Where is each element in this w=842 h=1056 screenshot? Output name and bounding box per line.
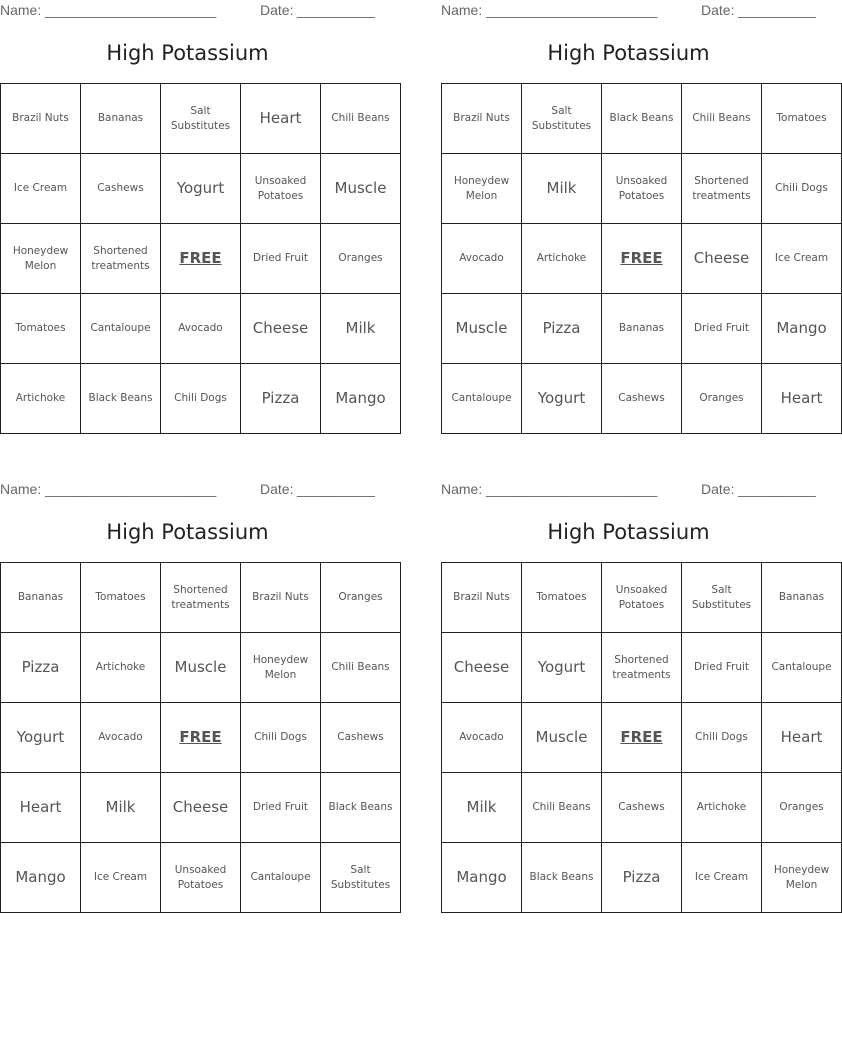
bingo-cell: Cashews: [321, 703, 401, 773]
bingo-cell: Pizza: [241, 364, 321, 434]
name-label: Name:: [441, 481, 483, 497]
bingo-cell: Oranges: [682, 364, 762, 434]
bingo-cell: Cashews: [602, 773, 682, 843]
bingo-cell: Honeydew Melon: [442, 154, 522, 224]
name-line: ______________________: [45, 481, 217, 497]
grid-row: [442, 224, 842, 294]
bingo-cell: Pizza: [602, 843, 682, 913]
bingo-cell: Muscle: [161, 633, 241, 703]
bingo-cell: Brazil Nuts: [442, 84, 522, 154]
bingo-cell: Shortened treatments: [81, 224, 161, 294]
bingo-cell: Bananas: [1, 563, 81, 633]
bingo-cell: Yogurt: [522, 364, 602, 434]
name-label: Name:: [0, 2, 42, 18]
card-title: High Potassium: [547, 41, 710, 65]
header-row: [441, 481, 816, 499]
bingo-cell: Heart: [762, 703, 842, 773]
bingo-cell: Honeydew Melon: [241, 633, 321, 703]
bingo-cell: Pizza: [522, 294, 602, 364]
bingo-cell: Honeydew Melon: [1, 224, 81, 294]
bingo-cell: Honeydew Melon: [762, 843, 842, 913]
bingo-cell: Bananas: [81, 84, 161, 154]
bingo-cell: Avocado: [81, 703, 161, 773]
bingo-cell: Avocado: [442, 224, 522, 294]
bingo-cell: Artichoke: [81, 633, 161, 703]
name-line: ______________________: [486, 2, 658, 18]
bingo-cell: Milk: [522, 154, 602, 224]
date-label: Date:: [701, 2, 735, 18]
grid-row: [1, 773, 401, 843]
bingo-cell: Artichoke: [682, 773, 762, 843]
grid-row: [442, 364, 842, 434]
date-label: Date:: [260, 2, 294, 18]
bingo-grid: [0, 562, 401, 913]
bingo-cell: Brazil Nuts: [1, 84, 81, 154]
bingo-card-3: [0, 479, 393, 914]
grid-row: [1, 703, 401, 773]
bingo-cell: Milk: [442, 773, 522, 843]
bingo-cell: Cantaloupe: [81, 294, 161, 364]
header-row: [441, 2, 816, 20]
card-title: High Potassium: [106, 41, 269, 65]
bingo-cell: Artichoke: [1, 364, 81, 434]
bingo-cell: Salt Substitutes: [321, 843, 401, 913]
bingo-cell: Cantaloupe: [442, 364, 522, 434]
card-title: High Potassium: [106, 520, 269, 544]
grid-row: [1, 563, 401, 633]
date-line: __________: [738, 2, 816, 18]
bingo-cell: Mango: [321, 364, 401, 434]
grid-row: [1, 843, 401, 913]
bingo-cell: Salt Substitutes: [522, 84, 602, 154]
bingo-cell: Ice Cream: [1, 154, 81, 224]
bingo-cell: Muscle: [522, 703, 602, 773]
header-row: [0, 2, 375, 20]
bingo-cell: Tomatoes: [81, 563, 161, 633]
bingo-cell: Mango: [762, 294, 842, 364]
card-title: High Potassium: [547, 520, 710, 544]
bingo-cell: Mango: [442, 843, 522, 913]
bingo-cell: Cashews: [81, 154, 161, 224]
bingo-cell: Black Beans: [81, 364, 161, 434]
grid-row: [442, 154, 842, 224]
bingo-cell: Pizza: [1, 633, 81, 703]
grid-row: [1, 364, 401, 434]
bingo-cell: Ice Cream: [682, 843, 762, 913]
bingo-cell: Bananas: [602, 294, 682, 364]
bingo-cell: Avocado: [442, 703, 522, 773]
bingo-cell: Heart: [1, 773, 81, 843]
bingo-cell: Cantaloupe: [762, 633, 842, 703]
bingo-cell: Chili Dogs: [682, 703, 762, 773]
bingo-cell: Unsoaked Potatoes: [161, 843, 241, 913]
bingo-cell: Unsoaked Potatoes: [602, 154, 682, 224]
bingo-cell: Unsoaked Potatoes: [602, 563, 682, 633]
name-label: Name:: [441, 2, 483, 18]
bingo-cell: Bananas: [762, 563, 842, 633]
bingo-cell: Muscle: [321, 154, 401, 224]
free-space: FREE: [161, 703, 241, 773]
bingo-cell: Artichoke: [522, 224, 602, 294]
grid-row: [442, 703, 842, 773]
bingo-cell: Heart: [762, 364, 842, 434]
name-line: ______________________: [486, 481, 658, 497]
bingo-grid: [441, 562, 842, 913]
bingo-cell: Salt Substitutes: [161, 84, 241, 154]
bingo-cell: Black Beans: [522, 843, 602, 913]
bingo-cell: Chili Dogs: [241, 703, 321, 773]
bingo-cell: Chili Beans: [682, 84, 762, 154]
bingo-cell: Cheese: [161, 773, 241, 843]
bingo-cell: Cheese: [241, 294, 321, 364]
grid-row: [442, 84, 842, 154]
bingo-cell: Chili Dogs: [161, 364, 241, 434]
bingo-cell: Brazil Nuts: [241, 563, 321, 633]
grid-row: [1, 633, 401, 703]
bingo-cell: Dried Fruit: [241, 224, 321, 294]
bingo-cell: Milk: [81, 773, 161, 843]
bingo-cell: Tomatoes: [1, 294, 81, 364]
grid-row: [442, 773, 842, 843]
bingo-cell: Oranges: [321, 224, 401, 294]
date-line: __________: [297, 481, 375, 497]
bingo-grid: [0, 83, 401, 434]
bingo-cell: Cheese: [682, 224, 762, 294]
bingo-cell: Chili Beans: [321, 633, 401, 703]
bingo-cell: Shortened treatments: [602, 633, 682, 703]
bingo-cell: Brazil Nuts: [442, 563, 522, 633]
grid-row: [442, 843, 842, 913]
bingo-card-4: [441, 479, 832, 914]
grid-row: [1, 294, 401, 364]
grid-row: [442, 633, 842, 703]
free-space: FREE: [602, 703, 682, 773]
free-space: FREE: [602, 224, 682, 294]
bingo-cell: Yogurt: [1, 703, 81, 773]
bingo-cell: Milk: [321, 294, 401, 364]
bingo-cell: Shortened treatments: [682, 154, 762, 224]
bingo-grid: [441, 83, 842, 434]
bingo-cell: Unsoaked Potatoes: [241, 154, 321, 224]
bingo-cell: Oranges: [762, 773, 842, 843]
bingo-card-1: [0, 0, 390, 435]
bingo-cell: Oranges: [321, 563, 401, 633]
bingo-cell: Ice Cream: [81, 843, 161, 913]
grid-row: [1, 224, 401, 294]
bingo-cell: Dried Fruit: [682, 294, 762, 364]
name-line: ______________________: [45, 2, 217, 18]
bingo-cell: Tomatoes: [762, 84, 842, 154]
bingo-cell: Ice Cream: [762, 224, 842, 294]
bingo-cell: Chili Beans: [522, 773, 602, 843]
bingo-cell: Heart: [241, 84, 321, 154]
bingo-cell: Avocado: [161, 294, 241, 364]
date-line: __________: [297, 2, 375, 18]
grid-row: [442, 294, 842, 364]
date-line: __________: [738, 481, 816, 497]
bingo-cell: Tomatoes: [522, 563, 602, 633]
bingo-cell: Cheese: [442, 633, 522, 703]
bingo-cell: Muscle: [442, 294, 522, 364]
bingo-cell: Chili Beans: [321, 84, 401, 154]
free-space: FREE: [161, 224, 241, 294]
date-label: Date:: [701, 481, 735, 497]
bingo-cell: Shortened treatments: [161, 563, 241, 633]
bingo-cell: Cantaloupe: [241, 843, 321, 913]
bingo-cell: Dried Fruit: [241, 773, 321, 843]
bingo-cell: Dried Fruit: [682, 633, 762, 703]
bingo-cell: Black Beans: [602, 84, 682, 154]
grid-row: [1, 154, 401, 224]
bingo-cell: Black Beans: [321, 773, 401, 843]
name-label: Name:: [0, 481, 42, 497]
bingo-cell: Chili Dogs: [762, 154, 842, 224]
bingo-cell: Mango: [1, 843, 81, 913]
header-row: [0, 481, 375, 499]
bingo-cell: Cashews: [602, 364, 682, 434]
bingo-card-2: [441, 0, 829, 435]
date-label: Date:: [260, 481, 294, 497]
grid-row: [442, 563, 842, 633]
bingo-cell: Yogurt: [161, 154, 241, 224]
bingo-cell: Salt Substitutes: [682, 563, 762, 633]
grid-row: [1, 84, 401, 154]
bingo-cell: Yogurt: [522, 633, 602, 703]
